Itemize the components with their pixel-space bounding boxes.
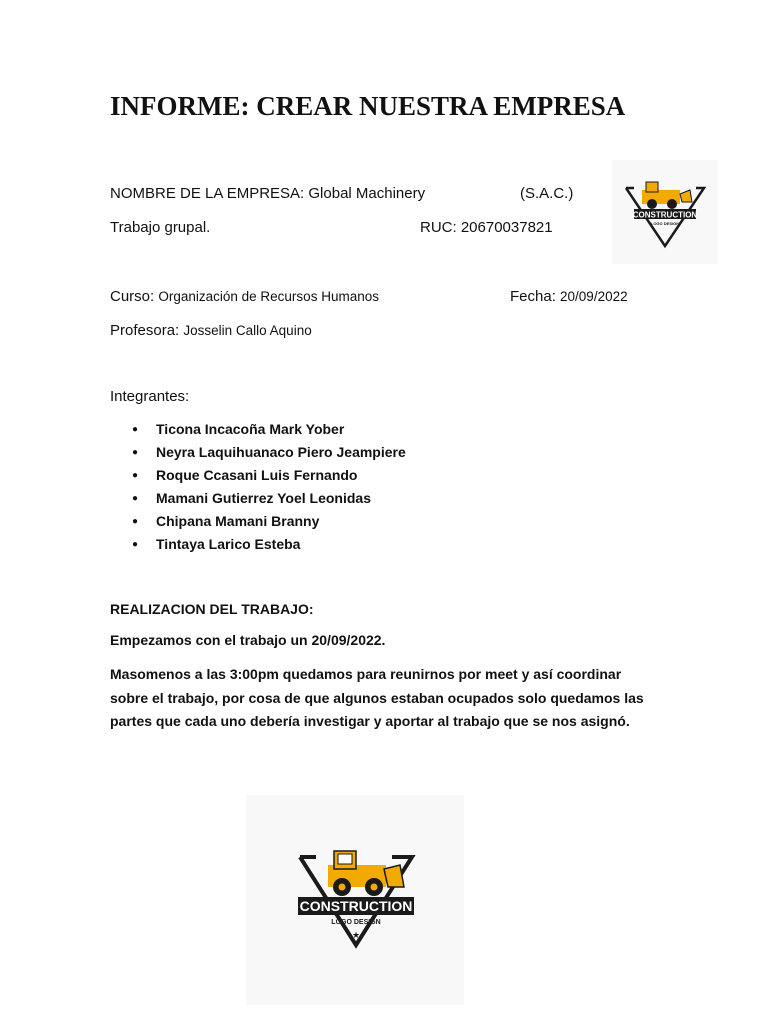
logo-small-text: CONSTRUCTION (632, 210, 698, 220)
company-logo-large (246, 795, 464, 1005)
course-value: Organización de Recursos Humanos (158, 289, 379, 304)
paragraph-start: Empezamos con el trabajo un 20/09/2022. (110, 632, 386, 648)
teacher-value: Josselin Callo Aquino (183, 323, 312, 338)
construction-logo-icon (612, 160, 718, 264)
paragraph-details: Masomenos a las 3:00pm quedamos para reunirnos por meet y así coordinar sobre el trabajo, por cosa de que algunos estaban ocupados solo quedamos las partes que cada uno debería investigar y aportar al trabajo que se nos asignó. (110, 666, 644, 729)
teacher-line (110, 322, 312, 339)
logo-large-text: CONSTRUCTION (299, 898, 413, 914)
course-line (110, 288, 379, 305)
company-logo-small (612, 160, 718, 264)
list-item: ● Tintaya Larico Esteba (132, 536, 301, 552)
list-item: ● Chipana Mamani Branny (132, 513, 320, 529)
work-type: Trabajo grupal. (110, 219, 211, 236)
company-line (110, 185, 425, 202)
company-label: NOMBRE DE LA EMPRESA: (110, 185, 309, 202)
list-item: ● Roque Ccasani Luis Fernando (132, 467, 358, 483)
date-line (510, 288, 628, 305)
ruc: RUC: 20670037821 (420, 219, 553, 236)
members-heading: Integrantes: (110, 388, 190, 405)
construction-logo-icon (246, 795, 464, 1005)
document-title: INFORME: CREAR NUESTRA EMPRESA (110, 91, 626, 121)
logo-small-subtext: LOGO DESIGN (650, 221, 680, 226)
date-value: 20/09/2022 (560, 289, 628, 304)
list-item: ● Ticona Incacoña Mark Yober (132, 421, 345, 437)
star-icon: ★ (351, 931, 361, 941)
section-heading: REALIZACION DEL TRABAJO: (110, 601, 314, 617)
list-item: ● Neyra Laquihuanaco Piero Jeampiere (132, 444, 406, 460)
list-item: ● Mamani Gutierrez Yoel Leonidas (132, 490, 371, 506)
teacher-label: Profesora: (110, 322, 184, 339)
company-name: Global Machinery (308, 185, 426, 202)
course-label: Curso: (110, 288, 159, 305)
logo-large-subtext: LOGO DESIGN (331, 919, 381, 926)
company-type: (S.A.C.) (520, 185, 574, 202)
members-list (110, 418, 406, 556)
date-label: Fecha: (510, 288, 561, 305)
